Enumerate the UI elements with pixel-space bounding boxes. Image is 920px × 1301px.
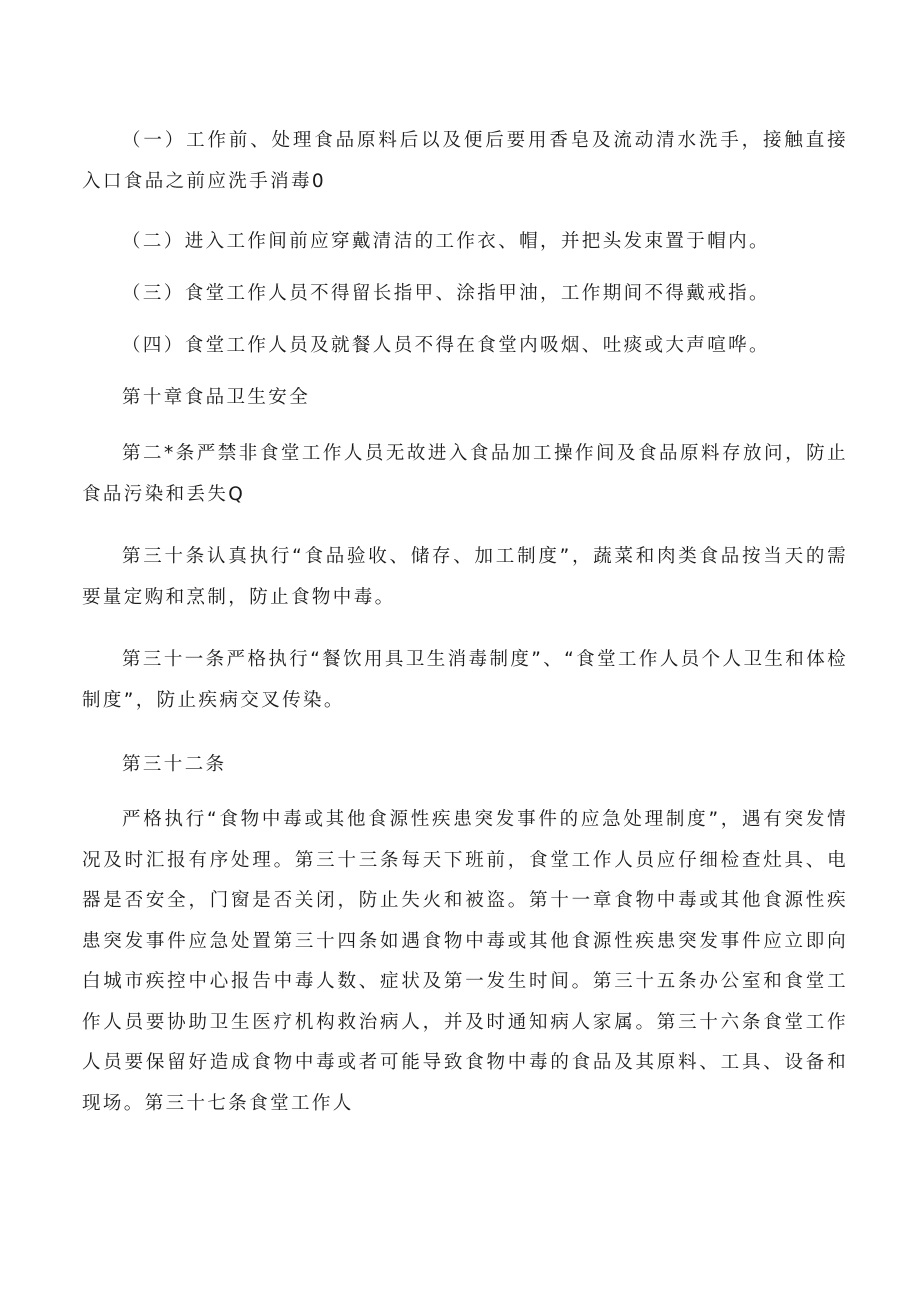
paragraph-article-30: 第三十条认真执行“食品验收、储存、加工制度”，蔬菜和肉类食品按当天的需要量定购和烹制，防止食物中毒。: [82, 546, 848, 608]
paragraph-article-32-body: 严格执行“食物中毒或其他食源性疾患突发事件的应急处理制度”，遇有突发情况及时汇报有序处理。第三十三条每天下班前，食堂工作人员应仔细检查灶具、电器是否安全，门窗是否关闭，防止失火和被盗。第十一章食物中毒或其他食源性疾患突发事件应急处置第三十四条如遇食物中毒或其他食源性疾患突发事件应立即向白城市疾控中心报告中毒人数、症状及第一发生时间。第三十五条办公室和食堂工作人员要协助卫生医疗机构救治病人，并及时通知病人家属。第三十六条食堂工作人员要保留好造成食物中毒或者可能导致食物中毒的食品及其原料、工具、设备和现场。第三十七条食堂工作人: [82, 809, 848, 1114]
chapter-heading: 第十章食品卫生安全: [122, 387, 311, 408]
paragraph-4: （四）食堂工作人员及就餐人员不得在食堂内吸烟、吐痰或大声喧哗。: [122, 335, 770, 356]
paragraph-1: （一）工作前、处理食品原料后以及便后要用香皂及流动清水洗手，接触直接入口食品之前应洗手消毒0: [82, 130, 848, 192]
article-32-heading: 第三十二条: [122, 754, 227, 775]
paragraph-article-31: 第三十一条严格执行“餐饮用具卫生消毒制度”、“食堂工作人员个人卫生和体检制度”，防止疾病交叉传染。: [82, 649, 848, 711]
paragraph-3: （三）食堂工作人员不得留长指甲、涂指甲油，工作期间不得戴戒指。: [122, 283, 770, 304]
paragraph-article-29: 第二*条严禁非食堂工作人员无故进入食品加工操作间及食品原料存放问，防止食品污染和丢失Q: [82, 443, 848, 505]
paragraph-2: （二）进入工作间前应穿戴清洁的工作衣、帽，并把头发束置于帽内。: [122, 231, 770, 252]
